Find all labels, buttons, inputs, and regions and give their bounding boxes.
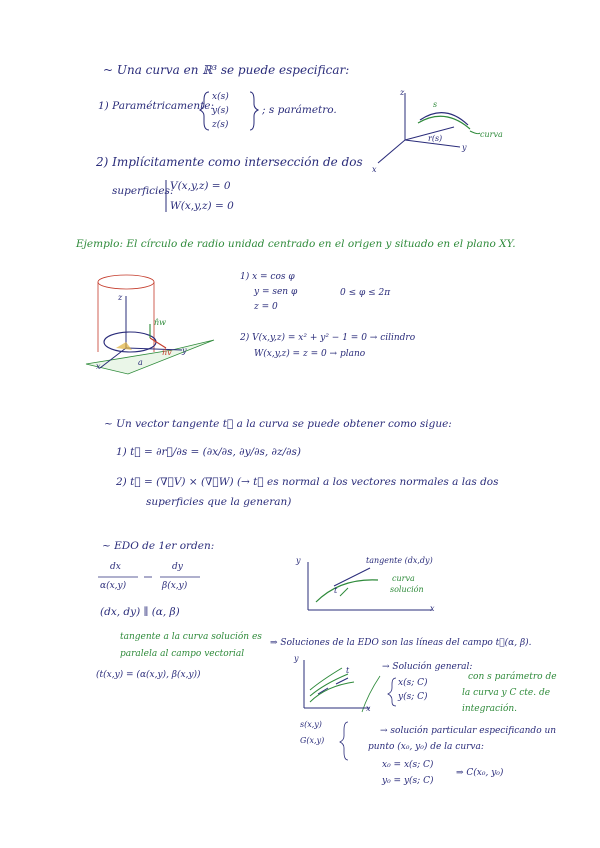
param-y: y(s) bbox=[212, 106, 229, 116]
fig4-t: t bbox=[346, 666, 350, 675]
fig4-s: s(x,y) bbox=[300, 720, 322, 729]
particular-solution-line-1: → solución particular especificando un bbox=[380, 726, 557, 736]
general-solution-y: y(s; C) bbox=[398, 692, 428, 702]
intro-line: ~ Una curva en ℝ³ se puede especificar: bbox=[103, 63, 350, 77]
particular-y0: y₀ = y(s; C) bbox=[382, 776, 434, 786]
fig3-t: t bbox=[334, 586, 338, 595]
fig4-g: G(x,y) bbox=[300, 736, 325, 745]
fig3-tangent: tangente (dx,dy) bbox=[366, 556, 433, 565]
edo-tangent-note: tangente a la curva solución es bbox=[120, 632, 262, 642]
ex-param-z: z = 0 bbox=[254, 302, 278, 312]
ex-implicit-v: 2) V(x,y,z) = x² + y² − 1 = 0 → cilindro bbox=[240, 333, 416, 343]
tangent-formula-1: 1) t⃗ = ∂r⃗/∂s = (∂x/∂s, ∂y/∂s, ∂z/∂s) bbox=[116, 446, 301, 458]
fig1-y: y bbox=[462, 143, 467, 152]
fig3-x: x bbox=[430, 604, 435, 613]
particular-x0: x₀ = x(s; C) bbox=[382, 760, 434, 770]
fig2-z: z bbox=[118, 293, 123, 302]
fig3-y: y bbox=[296, 556, 301, 565]
fig2-x: x bbox=[96, 362, 101, 371]
general-solution-note-3: integración. bbox=[462, 704, 518, 714]
edo-dx: dx bbox=[110, 562, 121, 572]
fig3-solucion: solución bbox=[390, 585, 424, 594]
param-x: x(s) bbox=[212, 92, 229, 102]
fig1-x: x bbox=[372, 165, 377, 174]
general-solution-x: x(s; C) bbox=[398, 678, 428, 688]
fig1-s: s bbox=[433, 100, 438, 109]
tangent-intro: ~ Un vector tangente t⃗ a la curva se puede obtener como sigue: bbox=[104, 418, 452, 430]
general-solution-note-2: la curva y C cte. de bbox=[462, 688, 551, 698]
fig2-y: y bbox=[182, 346, 187, 355]
surfaces-label: superficies: bbox=[112, 185, 174, 197]
general-solution-label: → Solución general: bbox=[382, 662, 473, 672]
ex-param-y: y = sen φ bbox=[254, 287, 298, 297]
general-solution-note-1: con s parámetro de bbox=[468, 672, 557, 682]
ex-param-range: 0 ≤ φ ≤ 2π bbox=[340, 288, 391, 298]
ex-param-x: 1) x = cos φ bbox=[240, 272, 295, 282]
ex-implicit-w: W(x,y,z) = z = 0 → plano bbox=[254, 349, 366, 359]
edo-heading: ~ EDO de 1er orden: bbox=[102, 540, 215, 552]
surface-v: V(x,y,z) = 0 bbox=[170, 180, 231, 192]
param-note: ; s parámetro. bbox=[262, 104, 337, 116]
edo-beta: β(x,y) bbox=[162, 581, 188, 591]
param-z: z(s) bbox=[212, 120, 229, 130]
surface-w: W(x,y,z) = 0 bbox=[170, 200, 234, 212]
edo-vector-field: (t(x,y) = (α(x,y), β(x,y)) bbox=[96, 670, 201, 680]
fig4-y: y bbox=[294, 654, 299, 663]
solutions-heading: ⇒ Soluciones de la EDO son las líneas del campo t⃗(α, β). bbox=[270, 638, 532, 648]
field-lines-figure bbox=[296, 656, 376, 716]
fig1-r: r(s) bbox=[428, 134, 443, 143]
fig2-nv: n̂v bbox=[162, 348, 172, 357]
param-label: 1) Paramétricamente: bbox=[98, 100, 215, 112]
example-heading: Ejemplo: El círculo de radio unidad centrado en el origen y situado en el plano XY. bbox=[76, 238, 516, 250]
particular-constant: ⇒ C(x₀, y₀) bbox=[456, 768, 504, 778]
fig1-z: z bbox=[400, 88, 405, 97]
fig3-curva: curva bbox=[392, 574, 415, 583]
tangent-formula-2-cont: superficies que la generan) bbox=[146, 496, 292, 508]
implicit-line: 2) Implícitamente como intersección de dos bbox=[96, 155, 363, 169]
edo-dy: dy bbox=[172, 562, 183, 572]
fig4-x: x bbox=[366, 704, 371, 713]
particular-solution-line-2: punto (x₀, y₀) de la curva: bbox=[368, 742, 484, 752]
edo-alpha: α(x,y) bbox=[100, 581, 127, 591]
fig1-curva: curva bbox=[480, 130, 503, 139]
edo-parallel: (dx, dy) ∥ (α, β) bbox=[100, 606, 180, 618]
fig2-nw: n̂w bbox=[154, 318, 166, 327]
tangent-formula-2: 2) t⃗ = (∇⃗V) × (∇⃗W) (→ t⃗ es normal a los vectores normales a las dos bbox=[116, 476, 499, 488]
fig2-a: a bbox=[138, 358, 143, 367]
edo-parallel-note: paralela al campo vectorial bbox=[120, 649, 245, 659]
